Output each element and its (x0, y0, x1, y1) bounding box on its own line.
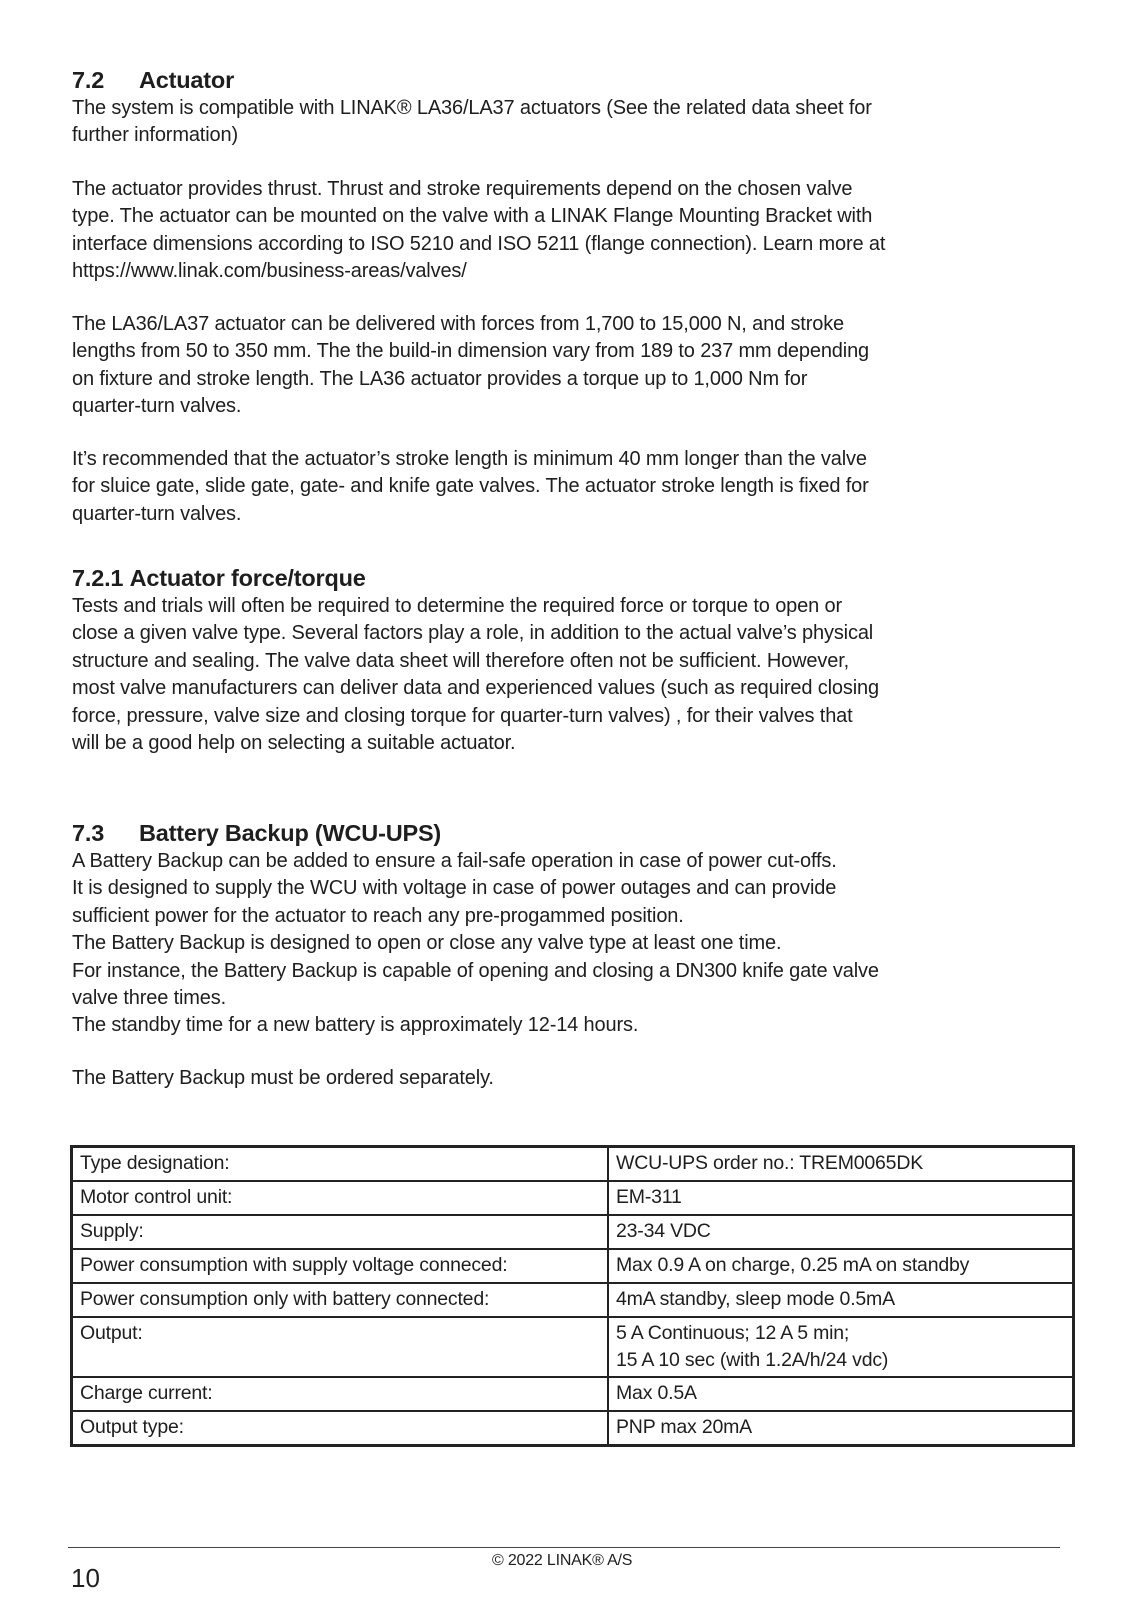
copyright-notice: © 2022 LINAK® A/S (492, 1552, 633, 1569)
wcu-ups-spec-table (70, 1145, 1075, 1447)
spec-value-line: WCU-UPS order no.: TREM0065DK (616, 1152, 924, 1174)
section-heading-7-2 (72, 66, 234, 94)
text-line: sufficient power for the actuator to reach any pre-progammed position. (72, 904, 684, 927)
text-line: A Battery Backup can be added to ensure a fail-safe operation in case of power cut-offs. (72, 850, 837, 872)
spec-value (608, 1147, 1074, 1182)
section-number: 7.2.1 (72, 565, 124, 591)
spec-value-line: Max 0.9 A on charge, 0.25 mA on standby (616, 1254, 970, 1276)
text-line: quarter-turn valves. (72, 395, 242, 418)
text-line: type. The actuator can be mounted on the valve with a LINAK Flange Mounting Bracket with (72, 205, 873, 228)
table-row (72, 1249, 1074, 1283)
text-line: close a given valve type. Several factors play a role, in addition to the actual valve’s physical (72, 622, 874, 645)
text-line: force, pressure, valve size and closing torque for quarter-turn valves) , for their valves that (72, 704, 853, 727)
spec-value (608, 1317, 1074, 1377)
spec-value-line: Max 0.5A (616, 1382, 697, 1404)
text-line: on fixture and stroke length. The LA36 actuator provides a torque up to 1,000 Nm for (72, 367, 808, 390)
section-title: Actuator force/torque (129, 565, 366, 591)
text-line: will be a good help on selecting a suitable actuator. (72, 732, 516, 755)
text-line: It is designed to supply the WCU with voltage in case of power outages and can provide (72, 877, 837, 900)
table-row (72, 1411, 1074, 1446)
table-row (72, 1317, 1074, 1377)
text-line: For instance, the Battery Backup is capable of opening and closing a DN300 knife gate valve (72, 959, 879, 982)
table-row (72, 1147, 1074, 1182)
text-line: The actuator provides thrust. Thrust and stroke requirements depend on the chosen valve (72, 178, 853, 200)
text-line: structure and sealing. The valve data sheet will therefore often not be sufficient. However, (72, 649, 850, 672)
spec-label: Power consumption only with battery connected: (72, 1283, 609, 1317)
spec-value (608, 1377, 1074, 1411)
text-line: Tests and trials will often be required to determine the required force or torque to open or (72, 595, 842, 617)
spec-label: Motor control unit: (72, 1181, 609, 1215)
spec-value (608, 1215, 1074, 1249)
text-line: interface dimensions according to ISO 5210 and ISO 5211 (flange connection). Learn more at (72, 232, 886, 255)
section-number: 7.2 (72, 67, 105, 93)
text-line: valve three times. (72, 987, 227, 1010)
spec-value-line: 4mA standby, sleep mode 0.5mA (616, 1288, 895, 1310)
linak-valves-link[interactable]: https://www.linak.com/business-areas/valves/ (72, 260, 467, 283)
section-title: Battery Backup (WCU-UPS) (139, 820, 442, 846)
text-line: The Battery Backup is designed to open or close any valve type at least one time. (72, 932, 782, 955)
section-heading-7-2-1 (72, 564, 366, 592)
spec-value-line: 15 A 10 sec (with 1.2A/h/24 vdc) (616, 1349, 889, 1371)
text-line: The Battery Backup must be ordered separately. (72, 1067, 494, 1089)
spec-label: Power consumption with supply voltage conneced: (72, 1249, 609, 1283)
text-line: lengths from 50 to 350 mm. The the build-in dimension vary from 189 to 237 mm depending (72, 340, 870, 363)
table-row (72, 1215, 1074, 1249)
spec-label: Output: (72, 1317, 609, 1377)
text-line: The standby time for a new battery is approximately 12-14 hours. (72, 1014, 639, 1037)
section-number: 7.3 (72, 820, 105, 846)
table-row (72, 1181, 1074, 1215)
spec-label: Type designation: (72, 1147, 609, 1182)
section-heading-7-3 (72, 819, 441, 847)
spec-value-line: PNP max 20mA (616, 1416, 752, 1438)
paragraph-order-separately (72, 1065, 1082, 1092)
spec-value-line: EM-311 (616, 1186, 682, 1208)
table-row (72, 1283, 1074, 1317)
spec-label: Output type: (72, 1411, 609, 1446)
text-line: further information) (72, 124, 238, 147)
paragraph-stroke-recommendation (72, 446, 1082, 528)
paragraph-compatibility (72, 95, 1082, 150)
table-row (72, 1377, 1074, 1411)
text-line: The system is compatible with LINAK® LA36/LA37 actuators (See the related data sheet for (72, 97, 872, 119)
text-line: The LA36/LA37 actuator can be delivered with forces from 1,700 to 15,000 N, and stroke (72, 313, 845, 335)
spec-value-line: 23-34 VDC (616, 1220, 711, 1242)
section-title: Actuator (139, 67, 235, 93)
text-line: quarter-turn valves. (72, 502, 242, 525)
paragraph-battery-backup (72, 848, 1082, 1040)
spec-value (608, 1181, 1074, 1215)
spec-value-line: 5 A Continuous; 12 A 5 min; (616, 1322, 850, 1344)
spec-label: Supply: (72, 1215, 609, 1249)
text-line: for sluice gate, slide gate, gate- and knife gate valves. The actuator stroke length is fixed for (72, 475, 869, 498)
spec-value (608, 1283, 1074, 1317)
paragraph-force-torque (72, 593, 1082, 757)
page-number: 10 (71, 1563, 100, 1593)
paragraph-forces (72, 311, 1082, 421)
footer-divider (68, 1547, 1060, 1548)
spec-value (608, 1411, 1074, 1446)
spec-value (608, 1249, 1074, 1283)
spec-label: Charge current: (72, 1377, 609, 1411)
text-line: It’s recommended that the actuator’s stroke length is minimum 40 mm longer than the valve (72, 448, 867, 470)
paragraph-thrust (72, 176, 1082, 286)
text-line: most valve manufacturers can deliver data and experienced values (such as required closing (72, 677, 879, 700)
